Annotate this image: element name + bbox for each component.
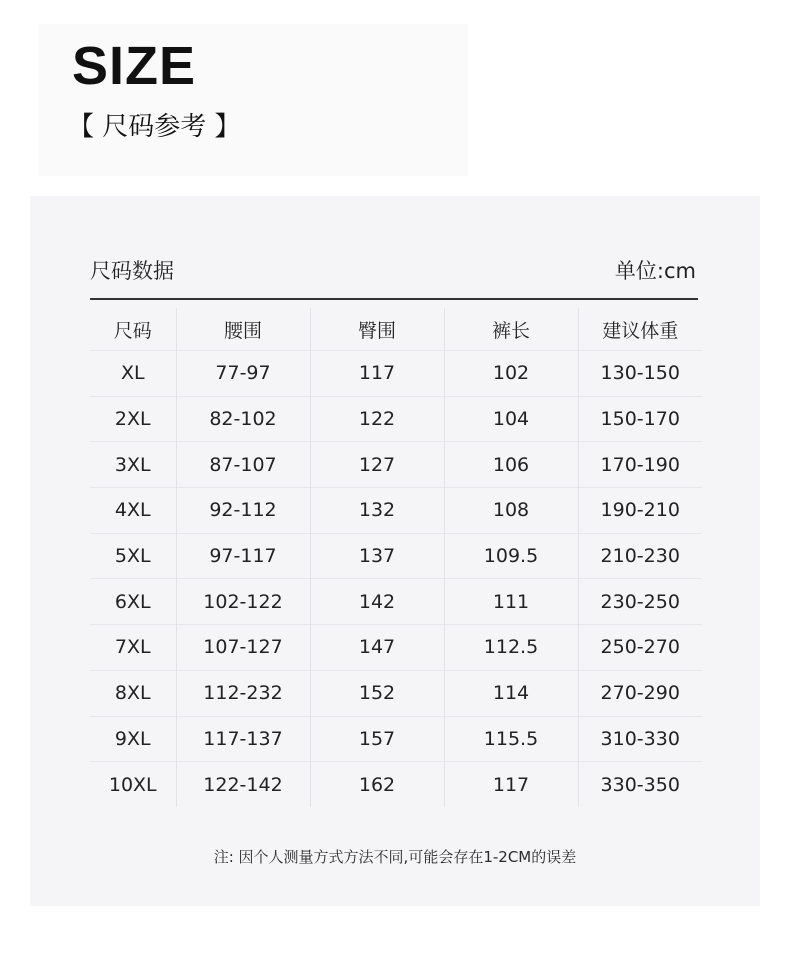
table-cell: 10XL <box>90 762 176 807</box>
table-cell: 170-190 <box>578 442 702 488</box>
table-row <box>90 488 702 534</box>
table-cell: 3XL <box>90 442 176 488</box>
table-cell: 6XL <box>90 579 176 625</box>
column-header-size: 尺码 <box>113 319 152 342</box>
table-cell: 130-150 <box>578 351 702 397</box>
table-cell: 150-170 <box>578 396 702 442</box>
table-cell: 127 <box>310 442 444 488</box>
table-row <box>90 579 702 625</box>
table-cell: 5XL <box>90 533 176 579</box>
table-cell: 77-97 <box>176 351 310 397</box>
column-header-waist: 腰围 <box>176 308 310 351</box>
table-row <box>90 351 702 397</box>
table-cell: 87-107 <box>176 442 310 488</box>
table-cell: 104 <box>444 396 578 442</box>
table-cell: 9XL <box>90 716 176 762</box>
table-row <box>90 442 702 488</box>
table-cell: 122 <box>310 396 444 442</box>
table-cell: 109.5 <box>444 533 578 579</box>
header-block <box>38 24 468 176</box>
column-header-hip: 臀围 <box>310 308 444 351</box>
table-cell: 112.5 <box>444 625 578 671</box>
table-cell: 102 <box>444 351 578 397</box>
table-cell: 106 <box>444 442 578 488</box>
table-cell: 117 <box>310 351 444 397</box>
size-table <box>90 308 702 807</box>
table-cell: 137 <box>310 533 444 579</box>
table-cell: 82-102 <box>176 396 310 442</box>
table-cell: 117 <box>444 762 578 807</box>
measurement-note: 注: 因个人测量方式方法不同,可能会存在1-2CM的误差 <box>213 848 577 866</box>
table-cell: 111 <box>444 579 578 625</box>
table-cell: 4XL <box>90 488 176 534</box>
table-row <box>90 625 702 671</box>
table-row <box>90 670 702 716</box>
table-cell: 147 <box>310 625 444 671</box>
table-row <box>90 533 702 579</box>
page-title: SIZE <box>72 36 197 96</box>
size-data-panel <box>30 196 760 906</box>
table-cell: 112-232 <box>176 670 310 716</box>
table-cell: 210-230 <box>578 533 702 579</box>
table-cell: 108 <box>444 488 578 534</box>
table-cell: 152 <box>310 670 444 716</box>
table-cell: 2XL <box>90 396 176 442</box>
table-row <box>90 716 702 762</box>
column-header-weight: 建议体重 <box>578 308 702 351</box>
table-cell: 142 <box>310 579 444 625</box>
table-cell: 310-330 <box>578 716 702 762</box>
table-cell: 162 <box>310 762 444 807</box>
table-cell: 115.5 <box>444 716 578 762</box>
table-cell: 114 <box>444 670 578 716</box>
panel-title: 尺码数据 <box>90 259 174 283</box>
table-row <box>90 762 702 807</box>
table-row <box>90 396 702 442</box>
table-cell: 92-112 <box>176 488 310 534</box>
table-cell: XL <box>90 351 176 397</box>
table-cell: 250-270 <box>578 625 702 671</box>
table-cell: 230-250 <box>578 579 702 625</box>
unit-label: 单位:cm <box>614 259 696 283</box>
table-cell: 122-142 <box>176 762 310 807</box>
divider <box>90 298 698 300</box>
table-cell: 107-127 <box>176 625 310 671</box>
table-header-row <box>90 308 702 351</box>
table-cell: 330-350 <box>578 762 702 807</box>
table-cell: 97-117 <box>176 533 310 579</box>
table-cell: 8XL <box>90 670 176 716</box>
table-cell: 157 <box>310 716 444 762</box>
page-subtitle: 【 尺码参考 】 <box>68 112 241 142</box>
table-cell: 132 <box>310 488 444 534</box>
table-cell: 117-137 <box>176 716 310 762</box>
table-cell: 190-210 <box>578 488 702 534</box>
table-cell: 102-122 <box>176 579 310 625</box>
table-cell: 7XL <box>90 625 176 671</box>
table-cell: 270-290 <box>578 670 702 716</box>
column-header-length: 裤长 <box>444 308 578 351</box>
